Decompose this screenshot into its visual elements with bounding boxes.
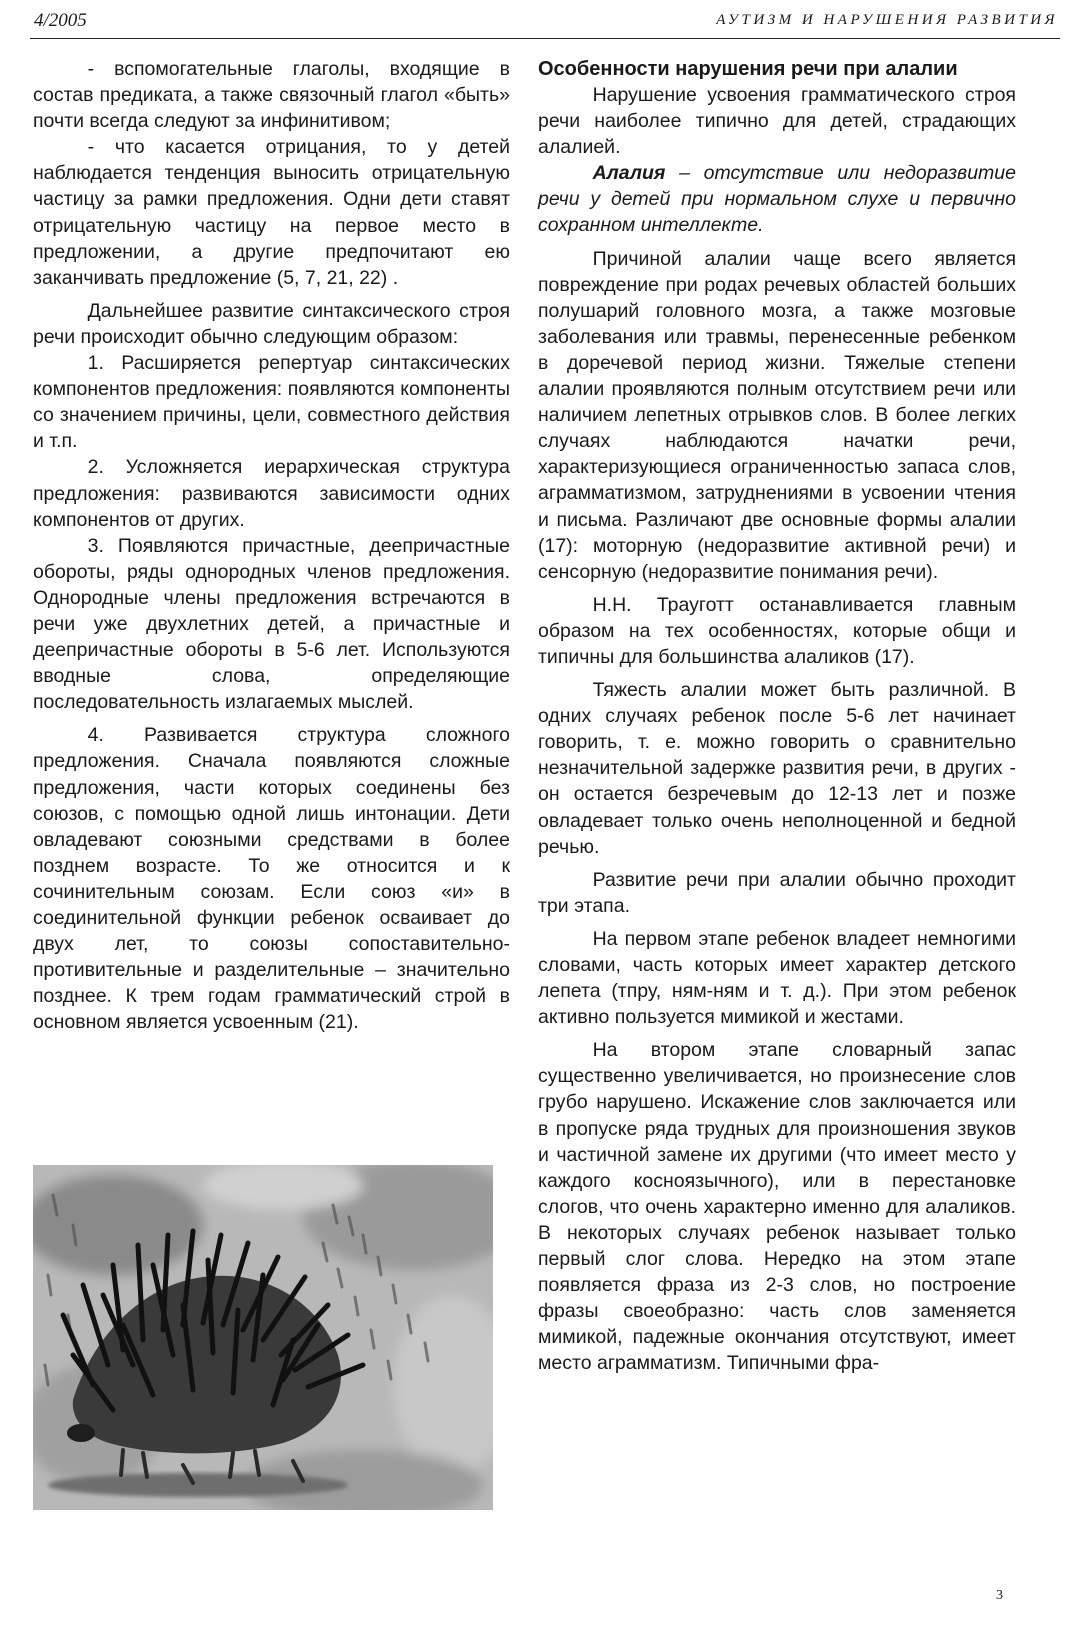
paragraph: На первом этапе ребенок владеет немногими словами, часть которых имеет характер детского лепета (тпру, ням-ням и т. д.). При этом ребенок активно пользуется мимикой и жестами. [538,927,1016,1029]
list-item: 4. Развивается структура сложного предложения. Сначала появляются сложные предложения, части которых соединены без союзов, с помощью одной лишь интонации. Дети овладевают союзными средствами в более позднем возрасте. То же относится и к сочинительным союзам. Если союз «и» в соединительной функции ребенок осваивает до двух лет, то союзы сопоставительно-противительные и разделительные – значительно позднее. К трем годам грамматический строй в основном является усвоенным (21). [33,724,510,1034]
paragraph: Дальнейшее развитие синтаксического строя речи происходит обычно следующим образом: [33,299,510,348]
paragraph: Развитие речи при алалии обычно проходит три этапа. [538,868,1016,917]
paragraph: - что касается отрицания, то у детей наблюдается тенденция выносить отрицательную частицу за рамки предложения. Одни дети ставят отрицательную частицу на первое место в предложении, а другие предпочитают ею заканчивать предложение (5, 7, 21, 22) . [33,136,510,289]
list-item: 2. Усложняется иерархическая структура предложения: развиваются зависимости одних компонентов от других. [33,456,510,531]
child-drawing-hedgehog [33,1165,493,1510]
journal-title: АУТИЗМ И НАРУШЕНИЯ РАЗВИТИЯ [716,12,1058,28]
paragraph: Тяжесть алалии может быть различной. В одних случаях ребенок после 5-6 лет начинает говорить, т. е. можно говорить о сравнительно незначительной задержке развития речи, в других - он остается безречевым до 12-13 лет и позже овладевает только очень неполноценной и бедной речью. [538,679,1016,858]
definition [538,160,1016,238]
right-column [538,56,1016,1377]
definition-term: Алалия [592,162,666,185]
paragraph: Н.Н. Трауготт останавливается главным образом на тех особенностях, которые общи и типичны для большинства алаликов (17). [538,593,1016,668]
paragraph: На втором этапе словарный запас существенно увеличивается, но произнесение слов грубо нарушено. Искажение слов заключается или в пропуске ряда трудных для произношения звуков и частичной замене их другими (что имеет место у каждого косноязычного), или в перестановке слогов, что очень характерно именно для алаликов. В некоторых случаях ребенок называет только первый слог слова. Нередко на этом этапе появляется фраза из 2-3 слов, но построение фразы своеобразно: часть слов заменяется мимикой, падежные окончания отсутствуют, имеет место аграмматизм. Типичными фра- [538,1039,1016,1375]
paragraph: Нарушение усвоения грамматического строя речи наиболее типично для детей, страдающих алалией. [538,84,1016,159]
paragraph: - вспомогательные глаголы, входящие в состав предиката, а также связочный глагол «быть» почти всегда следуют за инфинитивом; [33,58,510,133]
page-number: 3 [996,1588,1003,1603]
definition-text: – отсутствие или недоразвитие речи у детей при нормальном слухе и первично сохранном интеллекте. [538,162,1016,237]
issue-number: 4/2005 [34,10,87,31]
left-column [33,56,510,1035]
paragraph: Причиной алалии чаще всего является повреждение при родах речевых областей больших полушарий головного мозга, а также мозговые заболевания или травмы, перенесенные ребенком в доречевой период жизни. Тяжелые степени алалии проявляются полным отсутствием речи или наличием лепетных отрывков слов. В более легких случаях наблюдаются начатки речи, характеризующиеся ограниченностью запаса слов, аграмматизмом, затруднениями в усвоении чтения и письма. Различают две основные формы алалии (17): моторную (недоразвитие активной речи) и сенсорную (недоразвитие понимания речи). [538,247,1016,583]
section-heading: Особенности нарушения речи при алалии [538,58,958,80]
list-item: 1. Расширяется репертуар синтаксических компонентов предложения: появляются компоненты со значением причины, цели, совместного действия и т.п. [33,352,510,453]
running-header [30,8,1060,39]
list-item: 3. Появляются причастные, деепричастные обороты, ряды однородных членов предложения. Однородные члены предложения встречаются в речи уже двухлетних детей, а причастные и деепричастные обороты в 5-6 лет. Используются вводные слова, определяющие последовательность излагаемых мыслей. [33,534,510,714]
